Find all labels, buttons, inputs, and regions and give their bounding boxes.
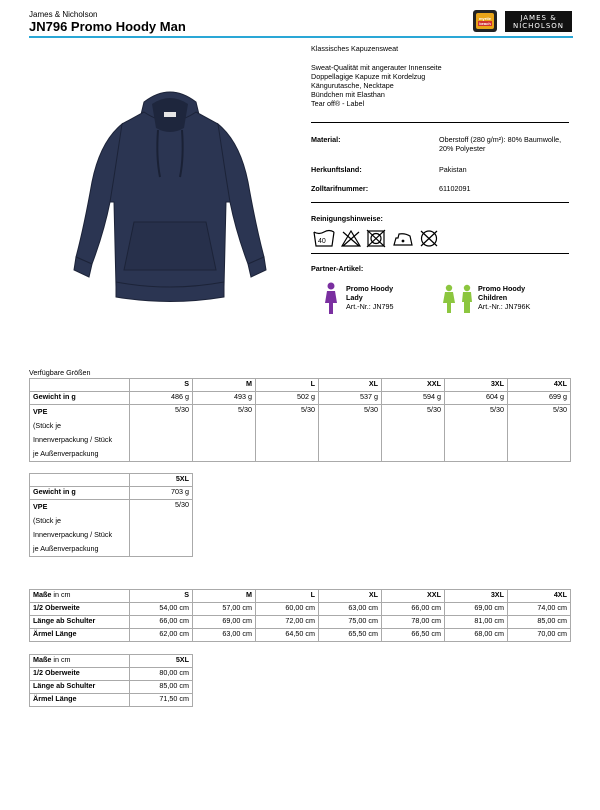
cell: 703 g [130,487,193,500]
size-header: M [193,379,256,392]
cell: 65,50 cm [319,629,382,642]
row-label: Ärmel Länge [30,694,130,707]
vpe-sub: Innenverpackung / Stück [33,530,113,539]
header-rule [29,36,573,38]
tariff-value: 61102091 [439,184,471,193]
partner-name-2: Children [478,293,508,302]
cell: 537 g [319,392,382,405]
partner-label: Partner-Artikel: [311,264,364,273]
feature-item: Bündchen mit Elasthan [311,90,385,99]
product-heading: Klassisches Kapuzensweat [311,44,399,53]
table-row [30,681,193,694]
size-header: 3XL [445,590,508,603]
row-label: Gewicht in g [30,392,130,405]
cell: 66,50 cm [382,629,445,642]
table-corner [30,474,130,487]
no-dry-clean-icon [421,231,437,246]
size-header: 5XL [130,655,193,668]
cell: 5/30 [508,405,571,462]
sizes-caption: Verfügbare Größen [29,368,91,377]
vpe-sub: (Stück je [33,421,61,430]
cell: 62,00 cm [130,629,193,642]
size-header: XXL [382,379,445,392]
size-header: M [193,590,256,603]
cell: 69,00 cm [445,603,508,616]
table-header-row [30,474,193,487]
cell: 493 g [193,392,256,405]
cell: 5/30 [193,405,256,462]
no-tumble-dry-icon [367,230,385,247]
cell: 85,00 cm [508,616,571,629]
cell: 85,00 cm [130,681,193,694]
feature-item: Tear off® - Label [311,99,365,108]
cell: 80,00 cm [130,668,193,681]
cell: 72,00 cm [256,616,319,629]
size-header: 4XL [508,379,571,392]
cell: 5/30 [130,500,193,557]
feature-item: Sweat-Qualität mit angerauter Innenseite [311,63,442,72]
cell: 63,00 cm [319,603,382,616]
divider [311,202,569,203]
feature-list [311,63,570,108]
cell: 69,00 cm [193,616,256,629]
row-label: Ärmel Länge [30,629,130,642]
partner-name-2: Lady [346,293,363,302]
sizes-table [29,378,571,462]
origin-label: Herkunftsland: [311,165,362,174]
brand-name: James & Nicholson [29,10,98,19]
myrtle-beach-logo [473,10,497,32]
divider [311,253,569,254]
table-row [30,405,571,462]
measures-caption [30,655,130,668]
partner-item[interactable] [346,284,394,311]
cell: 5/30 [382,405,445,462]
cell: 74,00 cm [508,603,571,616]
table-row [30,629,571,642]
caption-unit: in cm [53,655,71,664]
table-row [30,616,571,629]
cell: 502 g [256,392,319,405]
cell: 64,50 cm [256,629,319,642]
cell: 699 g [508,392,571,405]
svg-text:40: 40 [318,238,326,245]
partner-name: Promo Hoody [346,284,394,293]
cell: 71,50 cm [130,694,193,707]
measures-caption [30,590,130,603]
sizes-table-5xl [29,473,193,557]
vpe-sub: Innenverpackung / Stück [33,435,113,444]
row-label: 1/2 Oberweite [30,668,130,681]
vpe-label: VPE [33,502,48,511]
cell: 5/30 [256,405,319,462]
cell: 604 g [445,392,508,405]
logo-line-1: JAMES & [520,13,557,22]
cell: 78,00 cm [382,616,445,629]
partner-art-nr: Art.-Nr.: JN795 [346,302,394,311]
material-value: Oberstoff (280 g/m²): 80% Baumwolle, 20% Polyester [439,135,562,153]
tariff-label: Zolltarifnummer: [311,184,369,193]
iron-icon [394,234,412,245]
table-row [30,500,193,557]
row-label: Länge ab Schulter [30,616,130,629]
care-symbols [313,228,443,248]
caption-unit: in cm [53,590,71,599]
vpe-label: VPE [33,407,48,416]
caption-bold: Maße [33,590,52,599]
feature-item: Doppellagige Kapuze mit Kordelzug [311,72,426,81]
measures-table-5xl [29,654,193,707]
row-label: 1/2 Oberweite [30,603,130,616]
cell: 5/30 [319,405,382,462]
size-header: 5XL [130,474,193,487]
size-header: S [130,379,193,392]
material-label: Material: [311,135,341,144]
row-label: Gewicht in g [30,487,130,500]
logo-text-1: myrtle [478,16,491,21]
size-header: 4XL [508,590,571,603]
logo-text-2: beach [479,21,491,26]
no-bleach-icon [342,231,360,246]
size-header: XL [319,590,382,603]
table-row [30,487,193,500]
table-header-row [30,379,571,392]
origin-value: Pakistan [439,165,467,174]
cell: 70,00 cm [508,629,571,642]
table-row [30,694,193,707]
measures-table [29,589,571,642]
cell: 5/30 [130,405,193,462]
divider [311,122,569,123]
size-header: L [256,590,319,603]
cell: 63,00 cm [193,629,256,642]
lady-icon[interactable] [323,282,339,315]
size-header: 3XL [445,379,508,392]
table-row [30,392,571,405]
wash-40-icon [314,231,334,247]
care-label: Reinigungshinweise: [311,214,383,223]
size-header: L [256,379,319,392]
vpe-sub: je Außenverpackung [33,544,99,553]
row-label [30,405,130,462]
cell: 5/30 [445,405,508,462]
caption-bold: Maße [33,655,52,664]
cell: 68,00 cm [445,629,508,642]
table-row [30,668,193,681]
size-header: S [130,590,193,603]
vpe-sub: je Außenverpackung [33,449,99,458]
hoody-image [64,82,276,307]
vpe-sub: (Stück je [33,516,61,525]
cell: 57,00 cm [193,603,256,616]
cell: 594 g [382,392,445,405]
table-header-row [30,590,571,603]
table-corner [30,379,130,392]
cell: 66,00 cm [130,616,193,629]
feature-item: Kängurutasche, Necktape [311,81,394,90]
james-nicholson-logo [505,11,572,32]
size-header: XL [319,379,382,392]
page-title: JN796 Promo Hoody Man [29,19,186,34]
cell: 66,00 cm [382,603,445,616]
row-label: Länge ab Schulter [30,681,130,694]
logo-line-2: NICHOLSON [512,21,565,30]
cell: 75,00 cm [319,616,382,629]
cell: 60,00 cm [256,603,319,616]
children-icon[interactable] [441,284,477,314]
size-header: XXL [382,590,445,603]
row-label [30,500,130,557]
table-header-row [30,655,193,668]
cell: 81,00 cm [445,616,508,629]
cell: 54,00 cm [130,603,193,616]
cell: 486 g [130,392,193,405]
table-row [30,603,571,616]
partner-art-nr: Art.-Nr.: JN796K [478,302,531,311]
partner-name: Promo Hoody [478,284,526,293]
partner-item[interactable] [478,284,530,311]
